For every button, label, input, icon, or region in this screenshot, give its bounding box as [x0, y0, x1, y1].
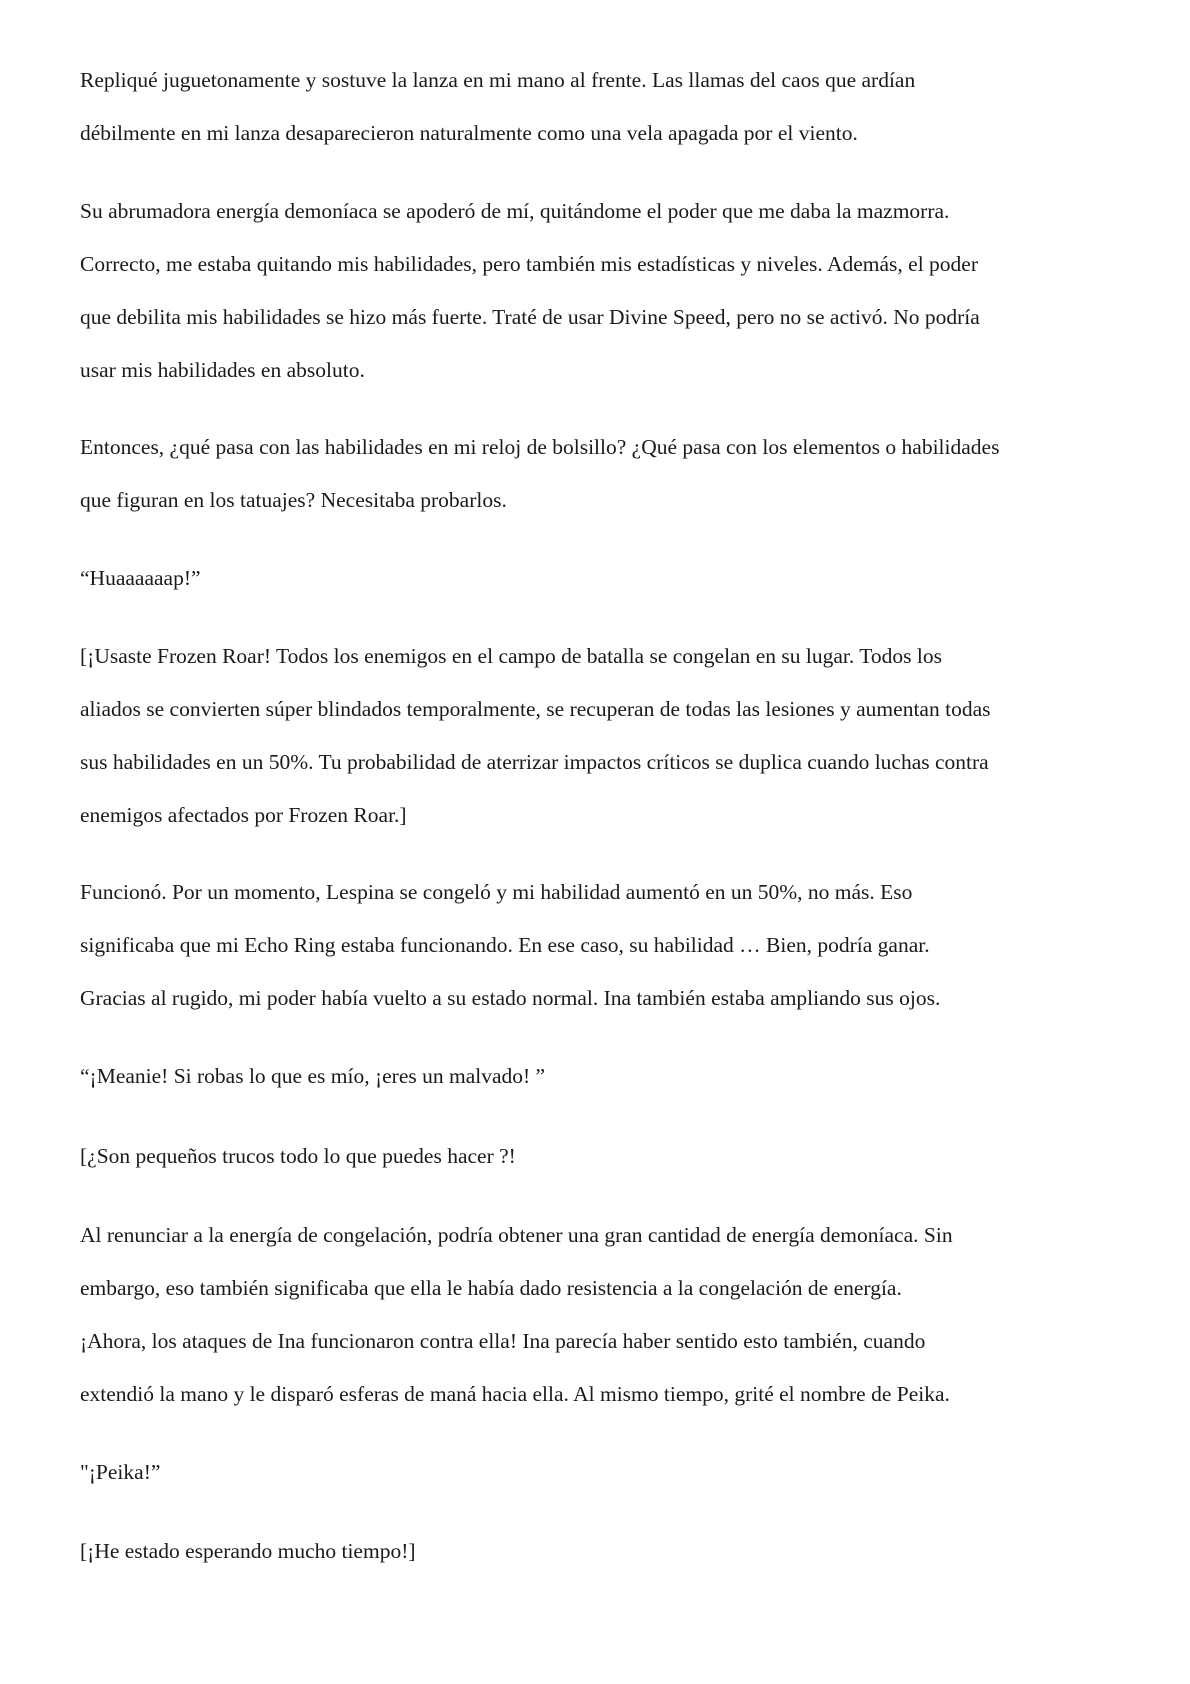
text-line: [¡Usaste Frozen Roar! Todos los enemigos en el campo de batalla se congelan en su lugar. Todos los	[80, 644, 942, 668]
text-line: que figuran en los tatuajes? Necesitaba probarlos.	[80, 488, 507, 512]
text-line: "¡Peika!”	[80, 1460, 161, 1484]
text-line: sus habilidades en un 50%. Tu probabilidad de aterrizar impactos críticos se duplica cuando luchas contra	[80, 750, 989, 774]
text-line: enemigos afectados por Frozen Roar.]	[80, 803, 407, 827]
text-line: Gracias al rugido, mi poder había vuelto a su estado normal. Ina también estaba ampliando sus ojos.	[80, 986, 941, 1010]
paragraph-1	[80, 54, 1120, 160]
text-line: [¡He estado esperando mucho tiempo!]	[80, 1539, 416, 1563]
paragraph-4	[80, 552, 1120, 605]
paragraph-6	[80, 866, 1120, 1025]
text-line: Correcto, me estaba quitando mis habilidades, pero también mis estadísticas y niveles. Además, el poder	[80, 252, 978, 276]
paragraph-3	[80, 421, 1120, 527]
text-line: Funcionó. Por un momento, Lespina se congeló y mi habilidad aumentó en un 50%, no más. Eso	[80, 880, 913, 904]
paragraph-5	[80, 630, 1120, 842]
paragraph-2	[80, 185, 1120, 397]
text-line: Su abrumadora energía demoníaca se apoderó de mí, quitándome el poder que me daba la mazmorra.	[80, 199, 950, 223]
text-line: [¿Son pequeños trucos todo lo que puedes hacer ?!	[80, 1144, 516, 1168]
text-line: que debilita mis habilidades se hizo más fuerte. Traté de usar Divine Speed, pero no se activó. No podría	[80, 305, 980, 329]
text-line: débilmente en mi lanza desaparecieron naturalmente como una vela apagada por el viento.	[80, 121, 858, 145]
text-line: Entonces, ¿qué pasa con las habilidades en mi reloj de bolsillo? ¿Qué pasa con los elementos o habilidades	[80, 435, 1000, 459]
text-line: usar mis habilidades en absoluto.	[80, 358, 365, 382]
paragraph-11	[80, 1525, 1120, 1578]
text-line: aliados se convierten súper blindados temporalmente, se recuperan de todas las lesiones y aumentan todas	[80, 697, 991, 721]
text-line: “¡Meanie! Si robas lo que es mío, ¡eres un malvado! ”	[80, 1064, 546, 1088]
text-line: Repliqué juguetonamente y sostuve la lanza en mi mano al frente. Las llamas del caos que ardían	[80, 68, 916, 92]
text-line: Al renunciar a la energía de congelación, podría obtener una gran cantidad de energía demoníaca. Sin	[80, 1223, 953, 1247]
text-line: embargo, eso también significaba que ella le había dado resistencia a la congelación de energía.	[80, 1276, 902, 1300]
text-line: extendió la mano y le disparó esferas de maná hacia ella. Al mismo tiempo, grité el nombre de Peika.	[80, 1382, 950, 1406]
text-line: significaba que mi Echo Ring estaba funcionando. En ese caso, su habilidad … Bien, podría ganar.	[80, 933, 930, 957]
text-line: ¡Ahora, los ataques de Ina funcionaron contra ella! Ina parecía haber sentido esto también, cuando	[80, 1329, 926, 1353]
paragraph-9	[80, 1209, 1120, 1421]
paragraph-10	[80, 1446, 1120, 1499]
text-line: “Huaaaaaap!”	[80, 566, 201, 590]
paragraph-7	[80, 1050, 1120, 1103]
paragraph-8	[80, 1130, 1120, 1183]
